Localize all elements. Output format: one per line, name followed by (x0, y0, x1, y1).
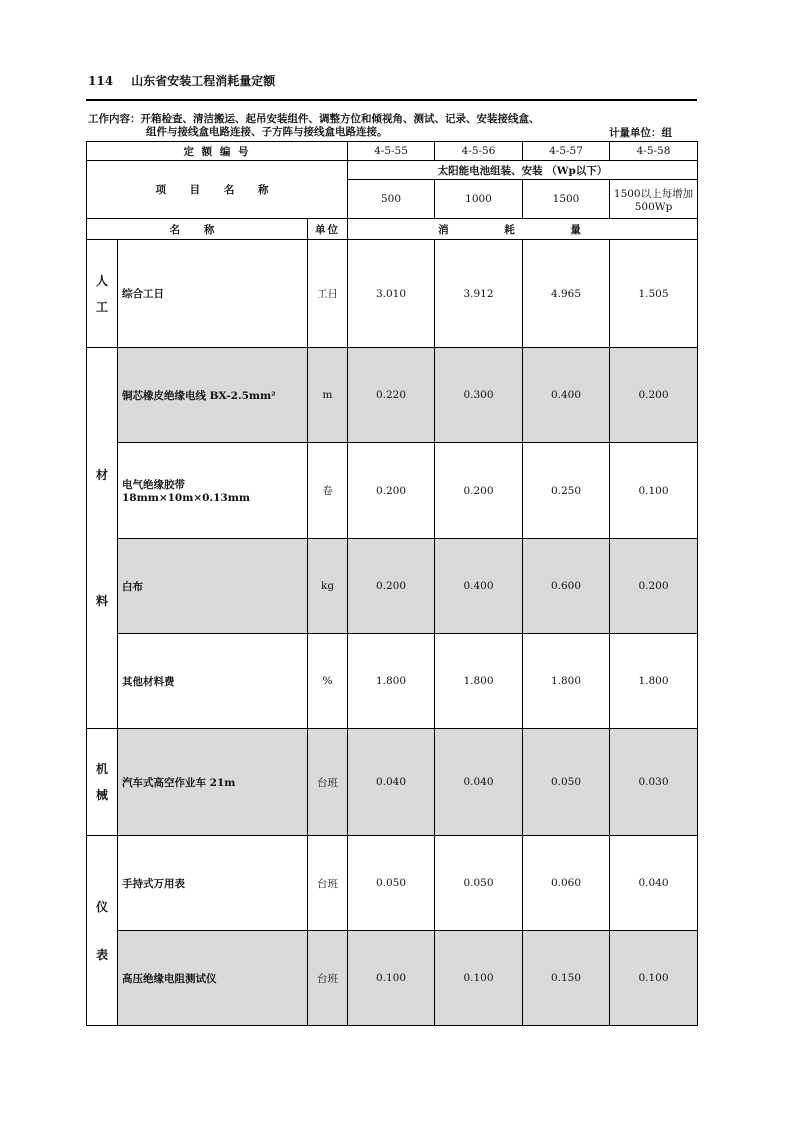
value-cell: 0.100 (435, 931, 523, 1026)
value-cell: 1.800 (348, 634, 435, 729)
col-name-header: 名 称 (87, 219, 308, 240)
table-row (87, 539, 698, 634)
col-consumption-header: 消 耗 量 (348, 219, 698, 240)
item-name: 其他材料费 (118, 634, 308, 729)
value-cell: 1.800 (610, 634, 698, 729)
value-cell: 0.050 (348, 836, 435, 931)
table-row (87, 729, 698, 836)
item-name: 电气绝缘胶带 18mm×10m×0.13mm (118, 443, 308, 539)
code-cell: 4-5-55 (348, 142, 435, 161)
value-cell: 0.050 (523, 729, 610, 836)
quota-table (86, 141, 698, 1026)
code-cell: 4-5-58 (610, 142, 698, 161)
work-content-line1: 开箱检查、清洁搬运、起吊安装组件、调整方位和倾视角、测试、记录、安装接线盒、 (140, 113, 540, 125)
value-cell: 0.600 (523, 539, 610, 634)
capacity-cell: 500 (348, 180, 435, 219)
value-cell: 0.200 (610, 539, 698, 634)
value-cell: 0.040 (610, 836, 698, 931)
work-content-line2: 组件与接线盒电路连接、子方阵与接线盒电路连接。 (146, 126, 388, 138)
col-unit-header: 单位 (308, 219, 348, 240)
category-machine: 机 械 (87, 729, 118, 836)
quota-number-row (87, 142, 698, 161)
project-name-label: 项 目 名 称 (87, 161, 348, 219)
item-unit: 台班 (308, 931, 348, 1026)
value-cell: 0.400 (523, 348, 610, 443)
item-name: 铜芯橡皮绝缘电线 BX-2.5mm² (118, 348, 308, 443)
value-cell: 0.050 (435, 836, 523, 931)
table-row (87, 443, 698, 539)
value-cell: 1.800 (435, 634, 523, 729)
table-row (87, 931, 698, 1026)
header-rule (86, 99, 697, 101)
item-name: 手持式万用表 (118, 836, 308, 931)
value-cell: 0.220 (348, 348, 435, 443)
page-header (88, 72, 275, 89)
value-cell: 1.505 (610, 240, 698, 348)
value-cell: 0.100 (610, 931, 698, 1026)
value-cell: 0.200 (610, 348, 698, 443)
category-instrument: 仪 表 (87, 836, 118, 1026)
value-cell: 0.200 (348, 539, 435, 634)
table-row (87, 348, 698, 443)
item-unit: % (308, 634, 348, 729)
code-cell: 4-5-56 (435, 142, 523, 161)
column-header-row (87, 219, 698, 240)
capacity-cell: 1000 (435, 180, 523, 219)
item-unit: 工日 (308, 240, 348, 348)
value-cell: 1.800 (523, 634, 610, 729)
quota-number-label: 定 额 编 号 (87, 142, 348, 161)
table-row (87, 634, 698, 729)
item-unit: m (308, 348, 348, 443)
item-unit: 卷 (308, 443, 348, 539)
value-cell: 0.200 (348, 443, 435, 539)
value-cell: 0.060 (523, 836, 610, 931)
value-cell: 0.150 (523, 931, 610, 1026)
item-name: 高压绝缘电阻测试仪 (118, 931, 308, 1026)
value-cell: 0.250 (523, 443, 610, 539)
table-row (87, 240, 698, 348)
item-name: 汽车式高空作业车 21m (118, 729, 308, 836)
value-cell: 0.200 (435, 443, 523, 539)
category-material: 材 料 (87, 348, 118, 729)
book-title: 山东省安装工程消耗量定额 (131, 74, 276, 88)
category-labor: 人 工 (87, 240, 118, 348)
capacity-cell: 1500以上每增加500Wp (610, 180, 698, 219)
table-row (87, 836, 698, 931)
value-cell: 0.400 (435, 539, 523, 634)
value-cell: 0.040 (435, 729, 523, 836)
item-unit: 台班 (308, 729, 348, 836)
value-cell: 4.965 (523, 240, 610, 348)
project-group-row (87, 161, 698, 180)
value-cell: 0.040 (348, 729, 435, 836)
value-cell: 3.912 (435, 240, 523, 348)
capacity-cell: 1500 (523, 180, 610, 219)
item-unit: kg (308, 539, 348, 634)
value-cell: 0.030 (610, 729, 698, 836)
page-number: 114 (88, 74, 114, 88)
value-cell: 0.100 (348, 931, 435, 1026)
value-cell: 3.010 (348, 240, 435, 348)
work-content (88, 113, 696, 139)
work-content-label: 工作内容： (88, 113, 141, 125)
value-cell: 0.100 (610, 443, 698, 539)
item-name: 白布 (118, 539, 308, 634)
code-cell: 4-5-57 (523, 142, 610, 161)
item-unit: 台班 (308, 836, 348, 931)
project-group: 太阳能电池组装、安装 （Wp以下） (348, 161, 698, 180)
item-name: 综合工日 (118, 240, 308, 348)
unit-note: 计量单位：组 (609, 127, 672, 139)
value-cell: 0.300 (435, 348, 523, 443)
